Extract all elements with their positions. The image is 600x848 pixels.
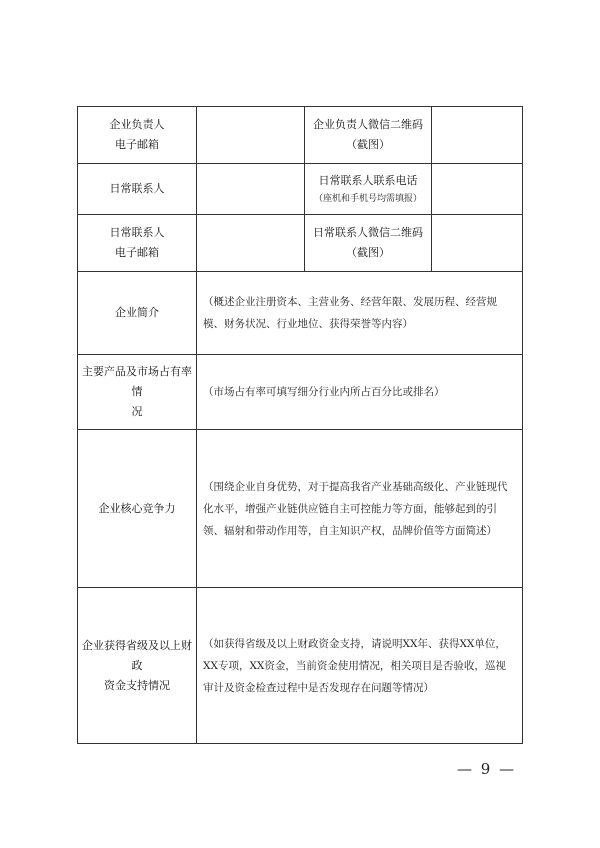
label-line: 况 (131, 405, 143, 418)
enterprise-info-form (77, 106, 523, 744)
row-label-daily-contact (78, 164, 197, 215)
label-main: 企业负责人微信二维码 (313, 118, 423, 131)
table-row (78, 272, 523, 355)
section-label-company-profile (78, 272, 197, 355)
section-label-products-market-share (78, 355, 197, 430)
label-line: 企业获得省级及以上财政 (82, 638, 192, 672)
row-label-ceo-email (78, 107, 197, 164)
label-line: 资金支持情况 (104, 678, 170, 692)
label-line: 企业负责人 (109, 118, 165, 131)
ceo-wechat-qr-cell[interactable] (432, 107, 523, 164)
label-line: 日常联系人 (109, 182, 165, 195)
label-line: 主要产品及市场占有率情 (82, 365, 192, 398)
table-row (78, 164, 523, 215)
daily-contact-email-cell[interactable] (197, 215, 305, 272)
table-row (78, 215, 523, 272)
page-number: — 9 — (457, 760, 517, 778)
label-line: 企业简介 (115, 306, 159, 319)
daily-contact-wechat-qr-cell[interactable] (432, 215, 523, 272)
ceo-email-cell[interactable] (197, 107, 305, 164)
fiscal-support-field[interactable]: （如获得省级及以上财政资金支持，请说明XX年、获得XX单位，XX专项，XX资金，当前资金使用情况，相关项目是否验收，巡视审计及资金检查过程中是否发现存在问题等情况） (197, 588, 523, 744)
row-label-daily-contact-email (78, 215, 197, 272)
daily-contact-phone-cell[interactable] (432, 164, 523, 215)
section-label-fiscal-support (78, 588, 197, 744)
row-label-daily-contact-phone (305, 164, 432, 215)
row-label-ceo-wechat-qr (305, 107, 432, 164)
label-line: 企业核心竞争力 (98, 501, 176, 515)
daily-contact-cell[interactable] (197, 164, 305, 215)
section-label-core-competitiveness (78, 430, 197, 588)
table-row (78, 355, 523, 430)
table-row (78, 107, 523, 164)
products-market-share-field[interactable]: （市场占有率可填写细分行业内所占百分比或排名） (197, 355, 523, 430)
label-sub: （座机和手机号均需填报） (313, 194, 422, 204)
table-row (78, 430, 523, 588)
label-line: 日常联系人 (109, 226, 165, 239)
label-main: 日常联系人微信二维码 (313, 226, 423, 239)
label-sub: （截图） (346, 138, 390, 151)
label-sub: （截图） (346, 246, 390, 259)
label-line: 电子邮箱 (115, 246, 159, 259)
core-competitiveness-field[interactable]: （围绕企业自身优势，对于提高我省产业基础高级化、产业链现代化水平，增强产业链供应链自主可控能力等方面，能够起到的引领、辐射和带动作用等，自主知识产权，品牌价值等方面简述） (197, 430, 523, 588)
label-main: 日常联系人联系电话 (318, 174, 418, 187)
company-profile-field[interactable]: （概述企业注册资本、主营业务、经营年限、发展历程、经营规模、财务状况、行业地位、获得荣誉等内容） (197, 272, 523, 355)
label-line: 电子邮箱 (115, 138, 159, 151)
table-row (78, 588, 523, 744)
row-label-daily-contact-wechat-qr (305, 215, 432, 272)
